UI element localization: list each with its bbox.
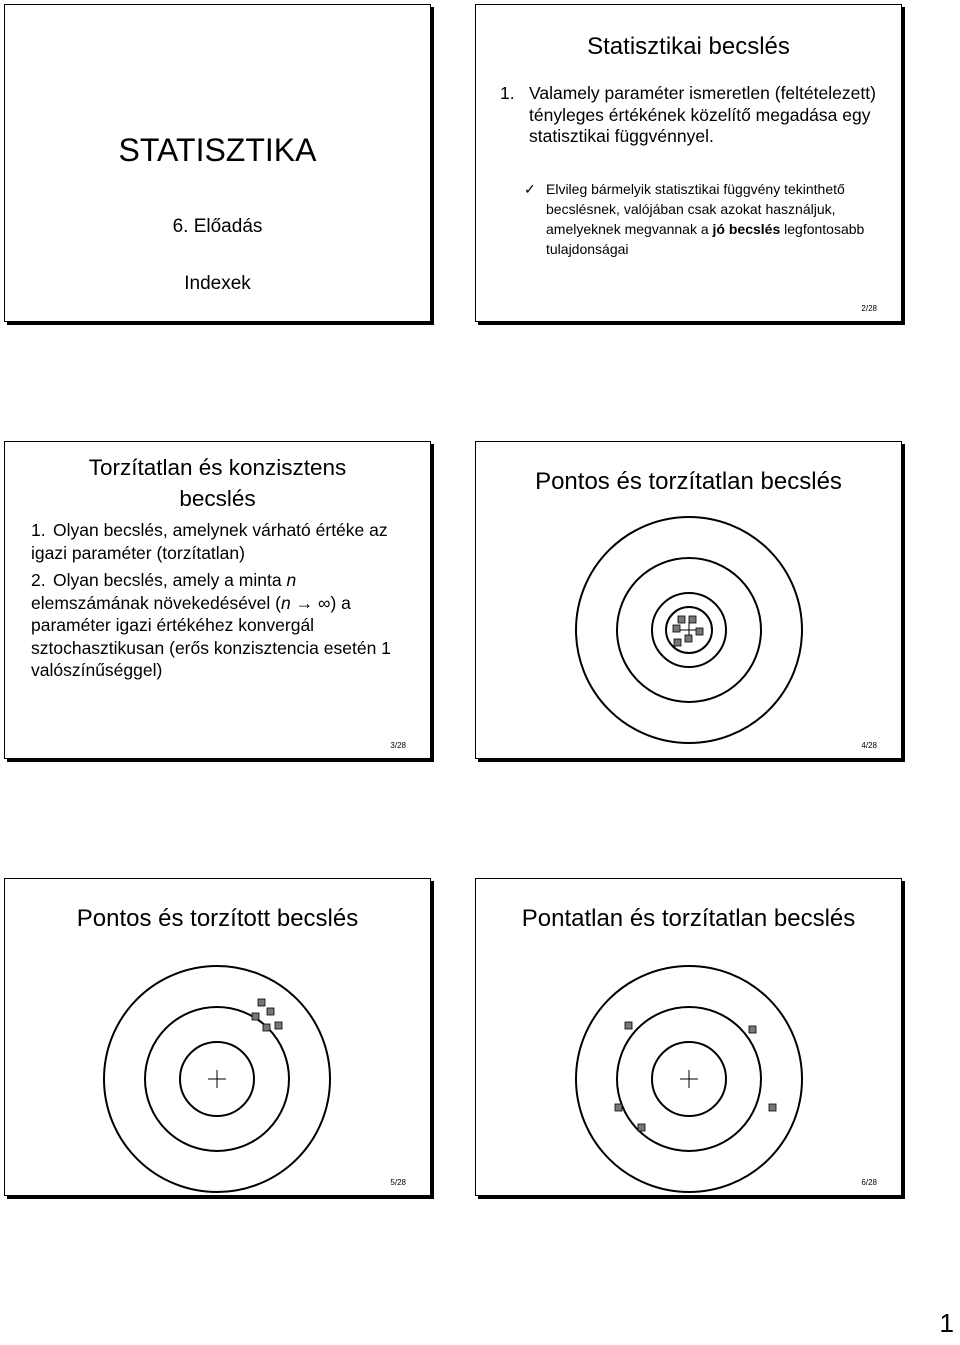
estimate-marker bbox=[252, 1013, 259, 1020]
slide-2-title: Statisztikai becslés bbox=[587, 33, 790, 60]
slide-1-title: STATISZTIKA bbox=[118, 132, 317, 168]
slide-2 bbox=[475, 4, 902, 322]
estimate-marker bbox=[749, 1026, 756, 1033]
text-part: Olyan becslés, amely a minta bbox=[53, 570, 287, 590]
title-line: becslés bbox=[179, 486, 256, 511]
page-number: 2/28 bbox=[861, 304, 877, 313]
page-number: 6/28 bbox=[861, 1178, 877, 1187]
slide-2-list-item-1 bbox=[500, 83, 880, 148]
list-text bbox=[31, 569, 416, 682]
estimate-markers bbox=[673, 616, 703, 646]
slide-4 bbox=[475, 441, 902, 759]
estimate-marker bbox=[625, 1022, 632, 1029]
slide-4-title: Pontos és torzítatlan becslés bbox=[535, 468, 842, 495]
estimate-marker bbox=[689, 616, 696, 623]
limit-arrow: → ∞ bbox=[290, 592, 331, 613]
variable-n: n bbox=[281, 592, 291, 613]
slide-1-topic: Indexek bbox=[184, 273, 251, 294]
text-part: elemszámának növekedésével ( bbox=[31, 592, 281, 613]
sub-item-text-part: legfontosabb tulajdonságai bbox=[546, 221, 865, 257]
estimate-marker bbox=[615, 1104, 622, 1111]
list-text: Olyan becslés, amelynek várható értéke az igazi paraméter (torzítatlan) bbox=[31, 520, 388, 563]
center-cross-icon bbox=[208, 1070, 226, 1088]
slide-1-subtitle: 6. Előadás bbox=[172, 216, 263, 237]
estimate-marker bbox=[267, 1008, 274, 1015]
sheet-page-number: 1 bbox=[939, 1308, 954, 1338]
estimate-marker bbox=[275, 1022, 282, 1029]
estimate-marker bbox=[674, 639, 681, 646]
list-text: Valamely paraméter ismeretlen (feltételezett) tényleges értékének közelítő megadása egy statisztikai függvénnyel. bbox=[529, 83, 876, 146]
slide-3-list-item-1 bbox=[31, 519, 416, 564]
estimate-markers bbox=[252, 999, 282, 1031]
sub-item-text bbox=[546, 179, 884, 259]
slide-3-list-item-2 bbox=[31, 569, 416, 682]
list-number: 1. bbox=[31, 520, 46, 540]
variable-n: n bbox=[286, 570, 297, 590]
estimate-marker bbox=[696, 628, 703, 635]
estimate-marker bbox=[673, 625, 680, 632]
estimate-marker bbox=[258, 999, 265, 1006]
page-number: 3/28 bbox=[390, 741, 406, 750]
estimate-marker bbox=[769, 1104, 776, 1111]
estimate-marker bbox=[263, 1024, 270, 1031]
slide-6 bbox=[475, 878, 902, 1196]
sub-item-text-part: Elvileg bármelyik statisztikai függvény tekinthető becslésnek, valójában csak azokat használjuk, amelyeknek megvannak a bbox=[546, 181, 845, 237]
estimate-marker bbox=[638, 1124, 645, 1131]
slide-5-title: Pontos és torzított becslés bbox=[76, 905, 359, 932]
target-diagram bbox=[476, 879, 901, 1195]
list-number: 2. bbox=[31, 570, 46, 590]
estimate-marker bbox=[678, 616, 685, 623]
page-number: 4/28 bbox=[861, 741, 877, 750]
page-number: 5/28 bbox=[390, 1178, 406, 1187]
slide-6-title: Pontatlan és torzítatlan becslés bbox=[521, 905, 856, 932]
title-line: Torzítatlan és konzisztens bbox=[88, 455, 347, 480]
target-diagram bbox=[5, 879, 430, 1195]
slide-1 bbox=[4, 4, 431, 322]
sub-item-bold: jó becslés bbox=[712, 221, 781, 237]
slide-3 bbox=[4, 441, 431, 759]
target-diagram bbox=[476, 442, 901, 758]
text-part: ) a paraméter igazi értékéhez konvergál sztochasztikusan (erős konzisztencia esetén 1 valószínűséggel) bbox=[31, 592, 391, 680]
slide-3-title bbox=[5, 452, 430, 514]
list-number: 1. bbox=[500, 83, 515, 103]
slide-2-sub-item bbox=[524, 179, 884, 259]
slide-5 bbox=[4, 878, 431, 1196]
estimate-marker bbox=[685, 635, 692, 642]
center-cross-icon bbox=[680, 1070, 698, 1088]
checkmark-icon: ✓ bbox=[524, 181, 536, 197]
